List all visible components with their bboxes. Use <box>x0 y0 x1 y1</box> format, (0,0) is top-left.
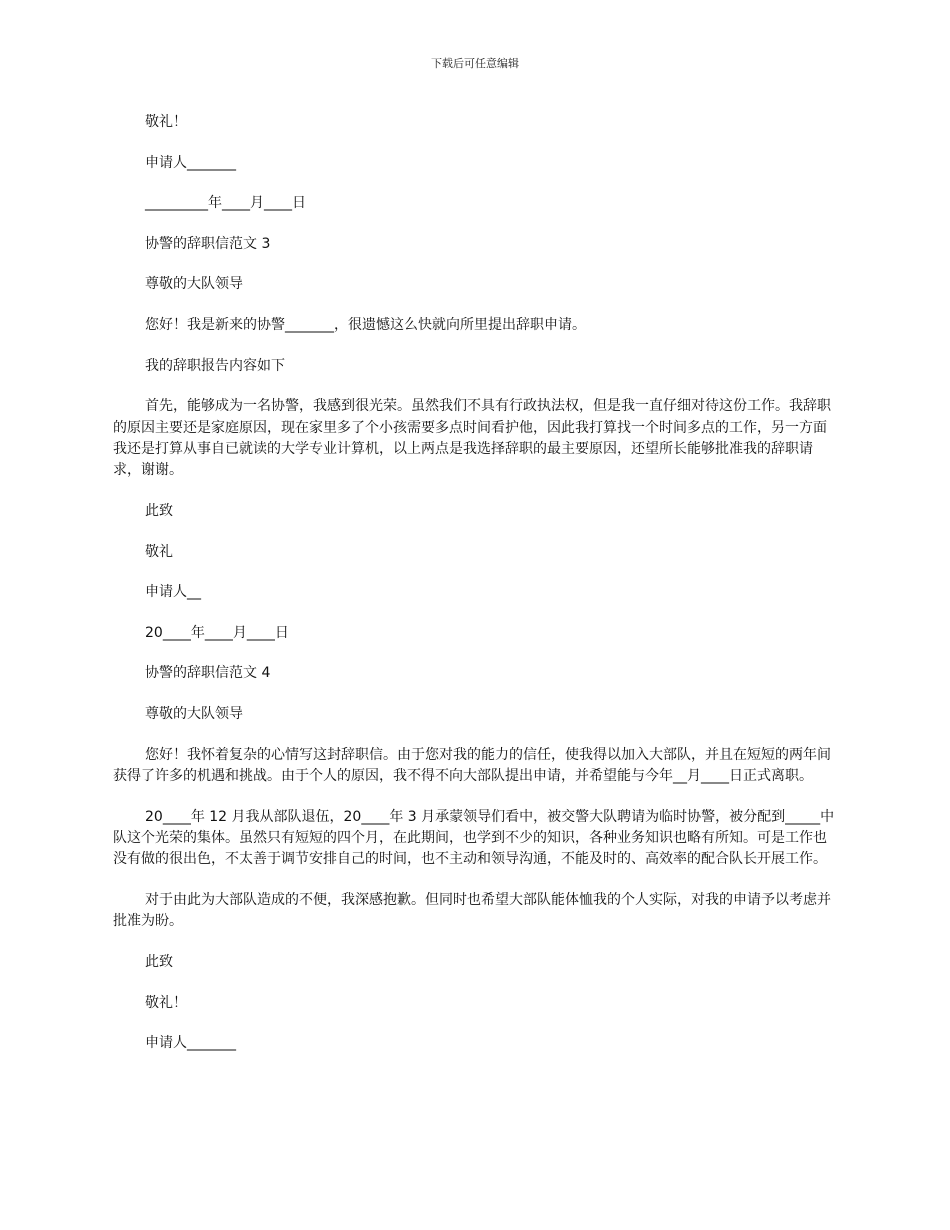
greeting-recipient: 尊敬的大队领导 <box>145 705 243 722</box>
section-title-sample-3: 协警的辞职信范文 3 <box>145 235 271 252</box>
page-header-note: 下载后可任意编辑 <box>431 57 519 70</box>
applicant-signature-line: 申请人_______ <box>145 1035 236 1052</box>
body-paragraph: 您好！我怀着复杂的心情写这封辞职信。由于您对我的能力的信任，使我得以加入大部队，并且在短短的两年间获得了许多的机遇和挑战。由于个人的原因，我不得不向大部队提出申请，并希望能与今年__月____日正式离职。 <box>113 746 831 784</box>
opening-paragraph: 您好！我是新来的协警_______，很遗憾这么快就向所里提出辞职申请。 <box>145 316 586 333</box>
closing-salutation: 敬礼！ <box>145 994 187 1011</box>
date-line: 20____年____月____日 <box>145 624 289 641</box>
closing-salutation: 敬礼！ <box>145 114 187 130</box>
closing-cizhi: 此致 <box>145 953 173 970</box>
date-line: _________年____月____日 <box>145 195 306 212</box>
closing-cizhi: 此致 <box>145 502 173 519</box>
section-title-sample-4: 协警的辞职信范文 4 <box>145 665 271 682</box>
document-body <box>113 112 839 1074</box>
body-paragraph: 首先，能够成为一名协警，我感到很光荣。虽然我们不具有行政执法权，但是我一直仔细对待这份工作。我辞职的原因主要还是家庭原因，现在家里多了个小孩需要多点时间看护他，因此我打算找一个时间多点的工作，另一方面我还是打算从事自已就读的大学专业计算机，以上两点是我选择辞职的最主要原因，还望所长能够批准我的辞职请求，谢谢。 <box>113 398 831 479</box>
report-intro: 我的辞职报告内容如下 <box>145 357 285 374</box>
applicant-signature-line: 申请人__ <box>145 584 201 601</box>
closing-salutation: 敬礼 <box>145 543 173 560</box>
applicant-signature-line: 申请人_______ <box>145 154 236 171</box>
greeting-recipient: 尊敬的大队领导 <box>145 276 243 293</box>
body-paragraph: 20____年 12 月我从部队退伍，20____年 3 月承蒙领导们看中，被交警大队聘请为临时协警，被分配到_____中队这个光荣的集体。虽然只有短短的四个月，在此期间，也学到不少的知识，各种业务知识也略有所知。可是工作也没有做的很出色，不太善于调节安排自己的时间，也不主动和领导沟通，不能及时的、高效率的配合队长开展工作。 <box>113 808 835 868</box>
body-paragraph: 对于由此为大部队造成的不便，我深感抱歉。但同时也希望大部队能体恤我的个人实际，对我的申请予以考虑并批准为盼。 <box>113 891 831 930</box>
